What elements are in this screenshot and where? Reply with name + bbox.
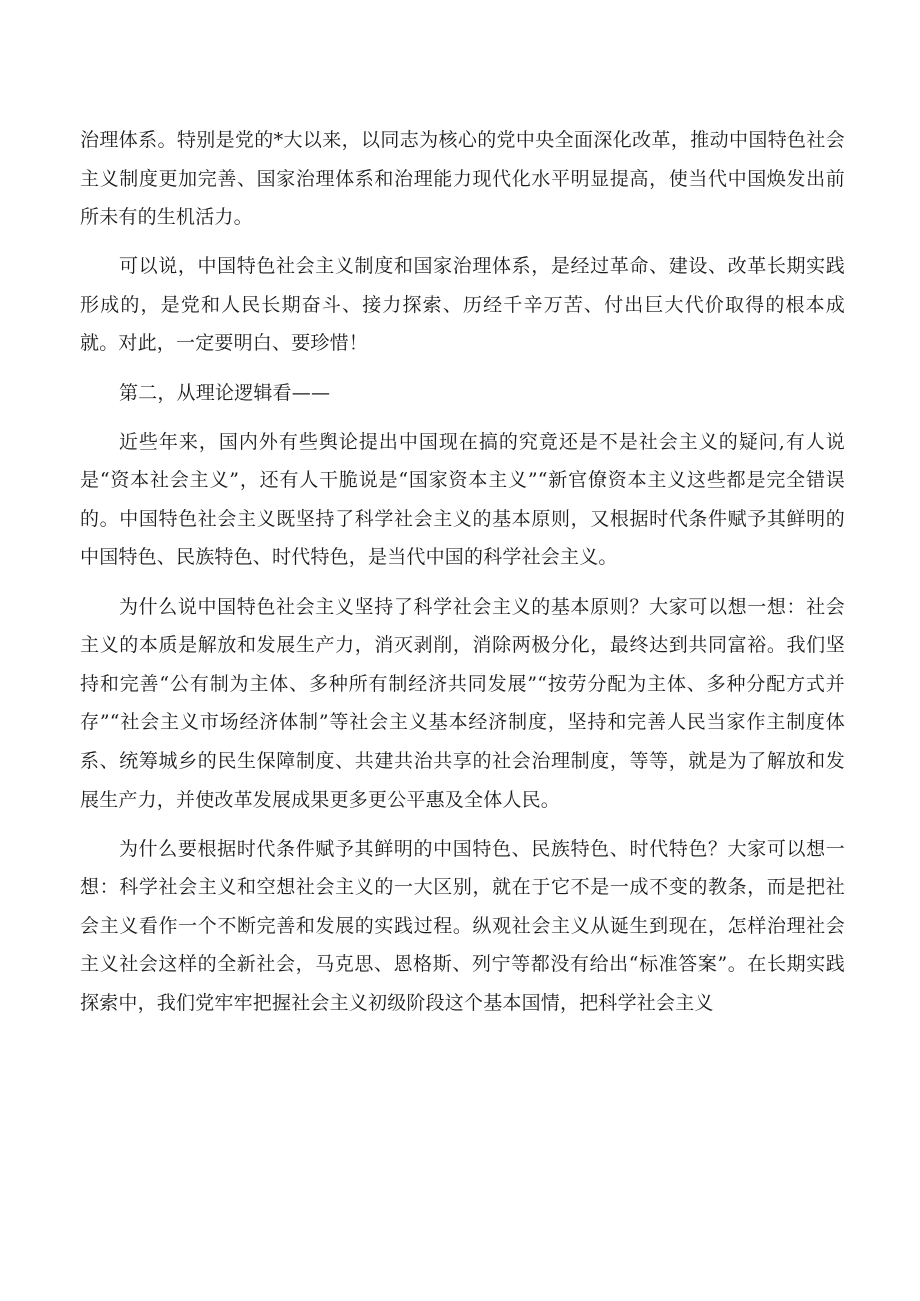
paragraph-conclusion: 可以说，中国特色社会主义制度和国家治理体系，是经过革命、建设、改革长期实践形成的，是党和人民长期奋斗、接力探索、历经千辛万苦、付出巨大代价取得的根本成就。对此，一定要明白、要珍惜！ — [80, 255, 845, 355]
paragraph-characteristics: 为什么要根据时代条件赋予其鲜明的中国特色、民族特色、时代特色？大家可以想一想：科学社会主义和空想社会主义的一大区别，就在于它不是一成不变的教条，而是把社会主义看作一个不断完善和发展的实践过程。纵观社会主义从诞生到现在，怎样治理社会主义社会这样的全新社会，马克思、恩格斯、列宁等都没有给出“标准答案”。在长期实践探索中，我们党牢牢把握社会主义初级阶段这个基本国情，把科学社会主义 — [80, 837, 845, 1014]
document-page — [80, 121, 845, 1033]
paragraph-continuation: 治理体系。特别是党的*大以来，以同志为核心的党中央全面深化改革，推动中国特色社会主义制度更加完善、国家治理体系和治理能力现代化水平明显提高，使当代中国焕发出前所未有的生机活力。 — [80, 129, 845, 229]
section-heading-theoretical-logic: 第二，从理论逻辑看—— — [118, 381, 331, 404]
paragraph-basic-principles: 为什么说中国特色社会主义坚持了科学社会主义的基本原则？大家可以想一想：社会主义的本质是解放和发展生产力，消灭剥削，消除两极分化，最终达到共同富裕。我们坚持和完善“公有制为主体、多种所有制经济共同发展”“按劳分配为主体、多种分配方式并存”“社会主义市场经济体制”等社会主义基本经济制度，坚持和完善人民当家作主制度体系、统筹城乡的民生保障制度、共建共治共享的社会治理制度，等等，就是为了解放和发展生产力，并使改革发展成果更多更公平惠及全体人民。 — [80, 595, 845, 811]
paragraph-public-opinion: 近些年来，国内外有些舆论提出中国现在搞的究竟还是不是社会主义的疑问,有人说是“资本社会主义”，还有人干脆说是“国家资本主义”“新官僚资本主义这些都是完全错误的。中国特色社会主义既坚持了科学社会主义的基本原则，又根据时代条件赋予其鲜明的中国特色、民族特色、时代特色，是当代中国的科学社会主义。 — [80, 430, 845, 569]
